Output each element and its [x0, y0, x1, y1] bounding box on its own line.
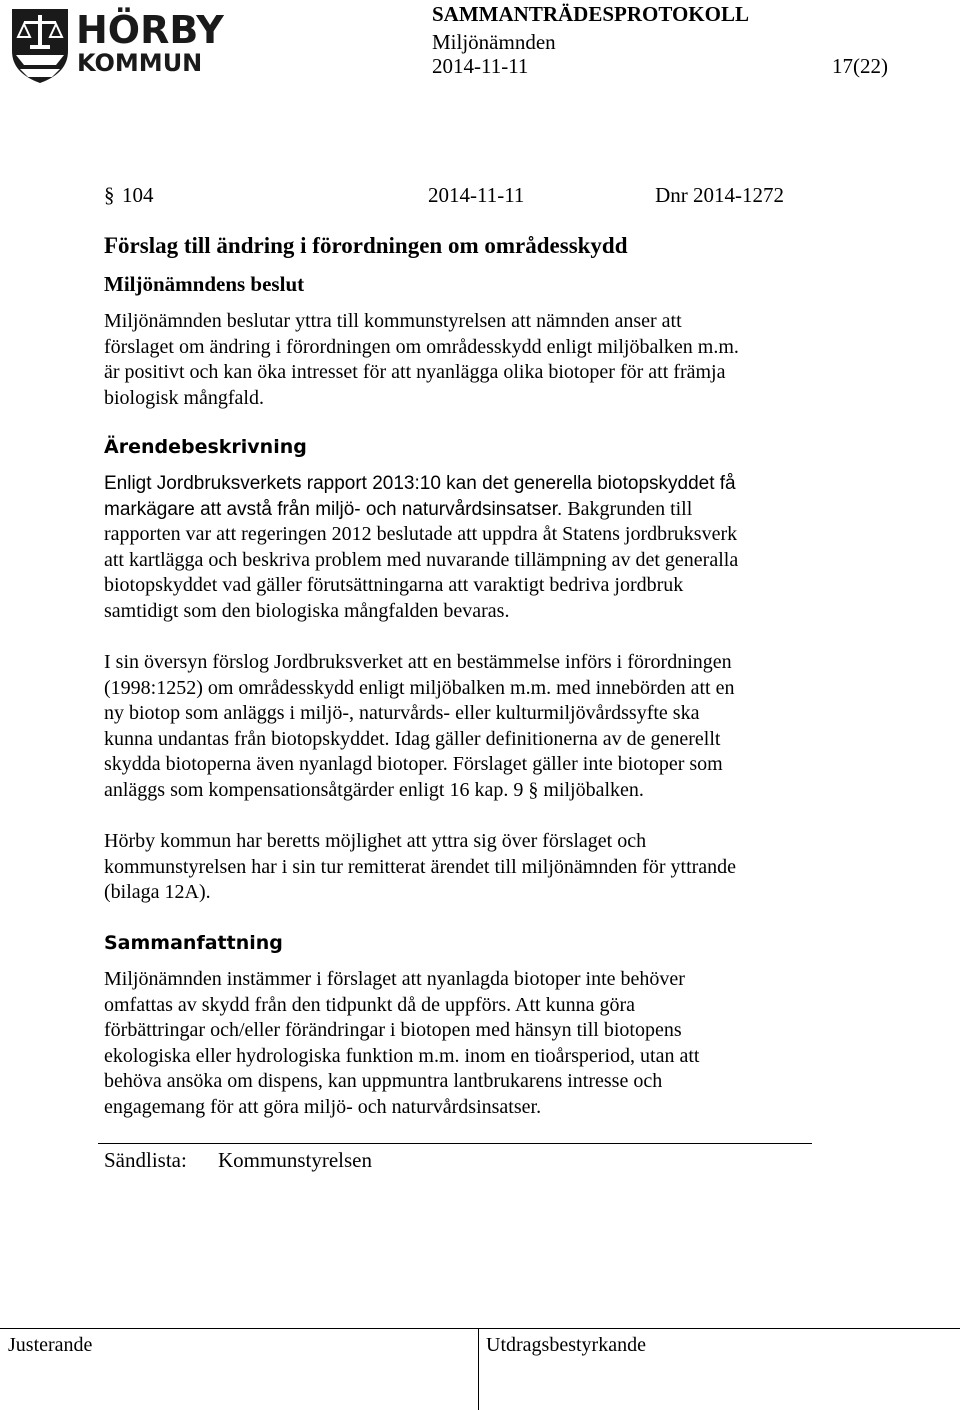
text-line: Miljönämnden instämmer i förslaget att nyanlagda biotoper inte behöver	[104, 968, 685, 990]
text-line: ekologiska eller hydrologiska funktion m.m. inom en tioårsperiod, utan att	[104, 1044, 700, 1067]
description-paragraph-3	[104, 829, 824, 906]
footer-utdragsbestyrkande: Utdragsbestyrkande	[486, 1334, 646, 1356]
send-list-value: Kommunstyrelsen	[218, 1148, 372, 1172]
text-line: behöva ansöka om dispens, kan uppmuntra lantbrukarens intresse och	[104, 1070, 663, 1093]
text-line	[104, 497, 824, 523]
text-line: I sin översyn förslog Jordbruksverket att en bestämmelse införs i förordningen	[104, 651, 732, 673]
description-paragraph-1-cont	[104, 522, 824, 624]
meeting-date: 2014-11-11	[432, 54, 529, 78]
text-line: biologisk mångfald.	[104, 386, 264, 409]
text-line: Miljönämnden beslutar yttra till kommunstyrelsen att nämnden anser att	[104, 310, 682, 332]
committee-name: Miljönämnden	[432, 30, 556, 54]
text-line: förslaget om ändring i förordningen om områdesskydd enligt miljöbalken m.m.	[104, 335, 739, 358]
footer-justerande: Justerande	[8, 1334, 93, 1356]
send-list	[104, 1148, 372, 1173]
text-line: samtidigt som den biologiska mångfalden bevaras.	[104, 599, 510, 622]
text-segment: markägare att avstå från miljö- och naturvårdsinsatser.	[104, 498, 563, 520]
summary-paragraph	[104, 967, 824, 1121]
decision-heading: Miljönämndens beslut	[104, 272, 305, 296]
case-number: 104	[122, 183, 154, 207]
text-line: omfattas av skydd från den tidpunkt då de uppförs. Att kunna göra	[104, 993, 635, 1016]
footer-rule	[0, 1328, 960, 1329]
text-line: är positivt och kan öka intresset för att nyanlägga olika biotoper för att främja	[104, 361, 726, 384]
page-title: Förslag till ändring i förordningen om områdesskydd	[104, 233, 628, 258]
text-line: förbättringar och/eller förändringar i biotopen med hänsyn till biotopens	[104, 1019, 682, 1042]
case-line	[104, 183, 794, 211]
document-type: SAMMANTRÄDESPROTOKOLL	[432, 2, 749, 26]
logo-word-kommun: KOMMUN	[77, 49, 203, 77]
description-paragraph-2	[104, 650, 824, 804]
text-line: att kartlägga och beskriva problem med nuvarande tillämpning av det generalla	[104, 548, 739, 571]
footer-divider	[478, 1329, 479, 1410]
hörby-kommun-logo	[10, 5, 224, 85]
section-sign-icon: §	[104, 183, 115, 207]
description-heading: Ärendebeskrivning	[104, 436, 307, 458]
decision-paragraph	[104, 309, 824, 411]
description-paragraph-1	[104, 471, 824, 522]
text-line: anläggs som kompensationsåtgärder enligt 16 kap. 9 § miljöbalken.	[104, 778, 644, 801]
text-line: (1998:1252) om områdesskydd enligt miljöbalken m.m. med innebörden att en	[104, 676, 735, 699]
text-line: (bilaga 12A).	[104, 881, 211, 904]
case-dnr: Dnr 2014-1272	[655, 183, 784, 207]
text-line: ny biotop som anläggs i miljö-, naturvårds- eller kulturmiljövårdssyfte ska	[104, 702, 700, 725]
text-line: engagemang för att göra miljö- och naturvårdsinsatser.	[104, 1095, 542, 1118]
separator-line	[98, 1143, 812, 1144]
text-line: Enligt Jordbruksverkets rapport 2013:10 kan det generella biotopskyddet få	[104, 473, 736, 494]
text-segment: Bakgrunden till	[562, 497, 693, 520]
summary-heading: Sammanfattning	[104, 932, 283, 954]
logo-word-horby: HÖRBY	[76, 8, 224, 52]
case-date: 2014-11-11	[428, 183, 525, 207]
text-line: kommunstyrelsen har i sin tur remitterat ärendet till miljönämnden för yttrande	[104, 855, 737, 878]
page-number: 17(22)	[832, 54, 888, 78]
send-list-label: Sändlista:	[104, 1148, 187, 1172]
text-line: rapporten var att regeringen 2012 beslutade att uppdra åt Statens jordbruksverk	[104, 523, 738, 545]
text-line: skydda biotoperna även nyanlagd biotoper. Förslaget gäller inte biotoper som	[104, 753, 723, 776]
text-line: biotopskyddet vad gäller förutsättningarna att varaktigt bedriva jordbruk	[104, 574, 684, 597]
text-line: kunna undantas från biotopskyddet. Idag gäller definitionerna av de generellt	[104, 727, 721, 750]
text-line: Hörby kommun har beretts möjlighet att yttra sig över förslaget och	[104, 830, 647, 852]
